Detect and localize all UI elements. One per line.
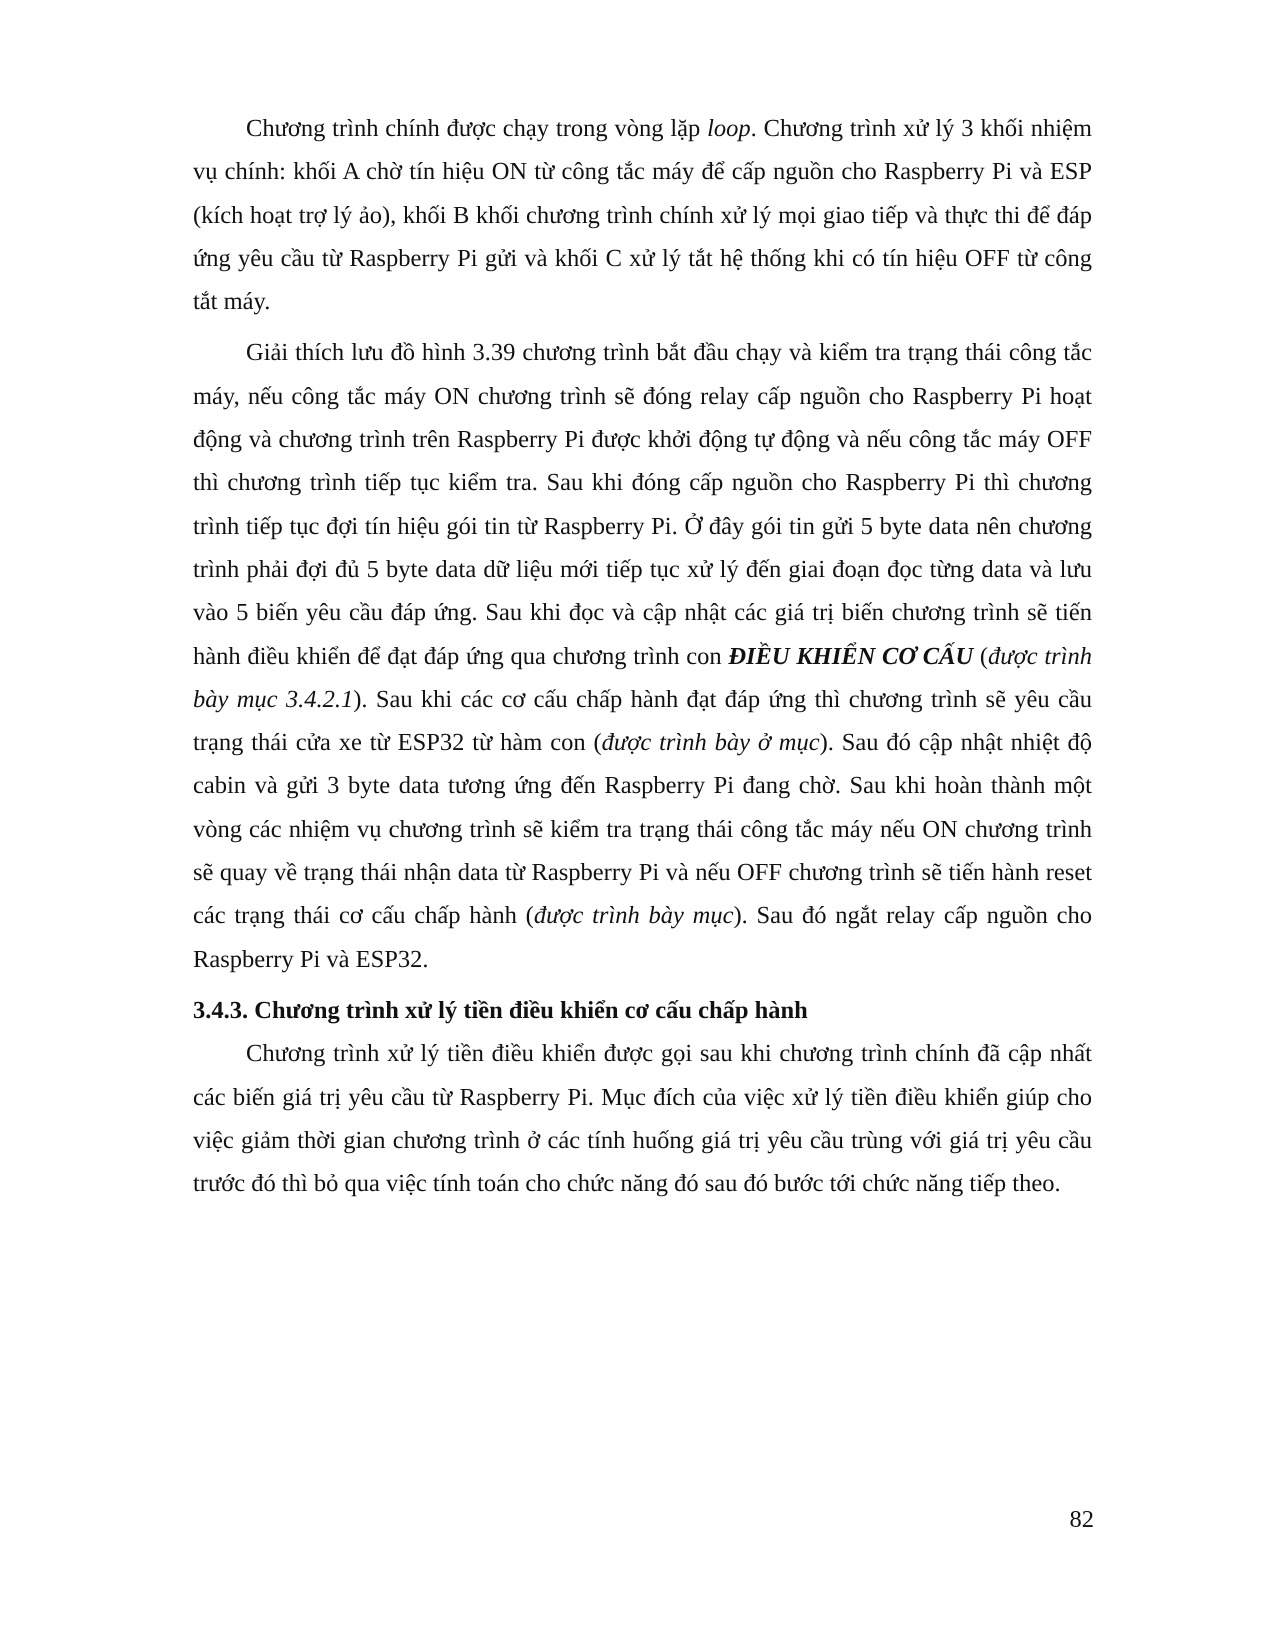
paragraph-text: Giải thích lưu đồ hình 3.39 chương trình bắt đầu chạy và kiểm tra trạng thái công tắc máy, nếu công tắc máy ON chương trình sẽ đóng relay cấp nguồn cho Raspberry Pi hoạt động và chương trình trên Raspberry Pi được khởi động tự động và nếu công tắc máy OFF thì chương trình tiếp tục kiểm tra. Sau khi đóng cấp nguồn cho Raspberry Pi thì chương trình tiếp tục đợi tín hiệu gói tin từ Raspberry Pi. Ở đây gói tin gửi 5 byte data nên chương trình phải đợi đủ 5 byte data dữ liệu mới tiếp tục xử lý đến giai đoạn đọc từng data và lưu vào 5 biến yêu cầu đáp ứng. Sau khi đọc và cập nhật các giá trị biến chương trình sẽ tiến hành điều khiển để đạt đáp ứng qua chương trình con <box>193 339 1092 670</box>
page-number: 82 <box>1069 1506 1094 1533</box>
cross-reference: được trình bày mục 3.4.2.1 <box>193 642 1092 713</box>
section-heading: 3.4.3. Chương trình xử lý tiền điều khiển cơ cấu chấp hành <box>193 996 808 1024</box>
cross-reference: được trình bày mục <box>533 902 734 930</box>
paragraph-text: Chương trình chính được chạy trong vòng lặp <box>246 115 708 142</box>
paragraph-pre-control: Chương trình xử lý tiền điều khiển được gọi sau khi chương trình chính đã cập nhất các biến giá trị yêu cầu từ Raspberry Pi. Mục đích của việc xử lý tiền điều khiển giúp cho việc giảm thời gian chương trình ở các tính huống giá trị yêu cầu trùng với giá trị yêu cầu trước đó thì bỏ qua việc tính toán cho chức năng đó sau đó bước tới chức năng tiếp theo. <box>193 1040 1092 1198</box>
paragraph-text: ). Sau đó cập nhật nhiệt độ cabin và gửi 3 byte data tương ứng đến Raspberry Pi đang chờ. Sau khi hoàn thành một vòng các nhiệm vụ chương trình sẽ kiểm tra trạng thái công tắc máy nếu ON chương trình sẽ quay về trạng thái nhận data từ Raspberry Pi và nếu OFF chương trình sẽ tiến hành reset các trạng thái cơ cấu chấp hành ( <box>193 729 1092 930</box>
cross-reference: được trình bày ở mục <box>601 729 820 757</box>
paragraph-text: . Chương trình xử lý 3 khối nhiệm vụ chính: khối A chờ tín hiệu ON từ công tắc máy để cấp nguồn cho Raspberry Pi và ESP (kích hoạt trợ lý ảo), khối B khối chương trình chính xử lý mọi giao tiếp và thực thi để đáp ứng yêu cầu từ Raspberry Pi gửi và khối C xử lý tắt hệ thống khi có tín hiệu OFF từ công tắt máy. <box>193 115 1092 316</box>
paragraph-flowchart-explanation <box>193 331 1092 980</box>
paragraph-main-loop <box>193 107 1092 323</box>
subroutine-name: ĐIỀU KHIỂN CƠ CẤU <box>728 642 974 670</box>
paragraph-text: ). Sau đó ngắt relay cấp nguồn cho Raspberry Pi và ESP32. <box>193 902 1093 973</box>
page-body <box>193 107 1092 1205</box>
loop-keyword: loop <box>707 115 751 142</box>
paragraph-text: ). Sau khi các cơ cấu chấp hành đạt đáp ứng thì chương trình sẽ yêu cầu trạng thái cửa xe từ ESP32 từ hàm con ( <box>193 685 1092 757</box>
paragraph-text: ( <box>973 642 989 670</box>
